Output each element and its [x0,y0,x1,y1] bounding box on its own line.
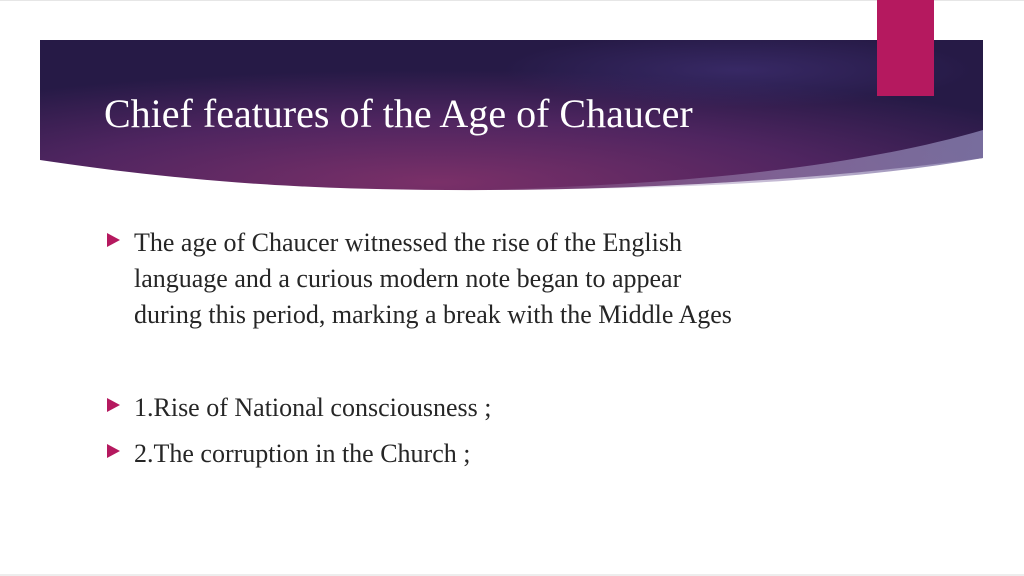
triangle-right-icon [107,398,120,412]
bullet-text: The age of Chaucer witnessed the rise of the English language and a curious modern note began to appear during this period, marking a break with the Middle Ages [134,228,732,329]
slide-title: Chief features of the Age of Chaucer [104,91,693,136]
triangle-right-icon [107,233,120,247]
bullet-text: 1.Rise of National consciousness ; [134,393,492,422]
bullet-text: 2.The corruption in the Church ; [134,439,471,468]
bullet-list [104,0,864,576]
accent-tab [877,0,934,96]
triangle-right-icon [107,444,120,458]
